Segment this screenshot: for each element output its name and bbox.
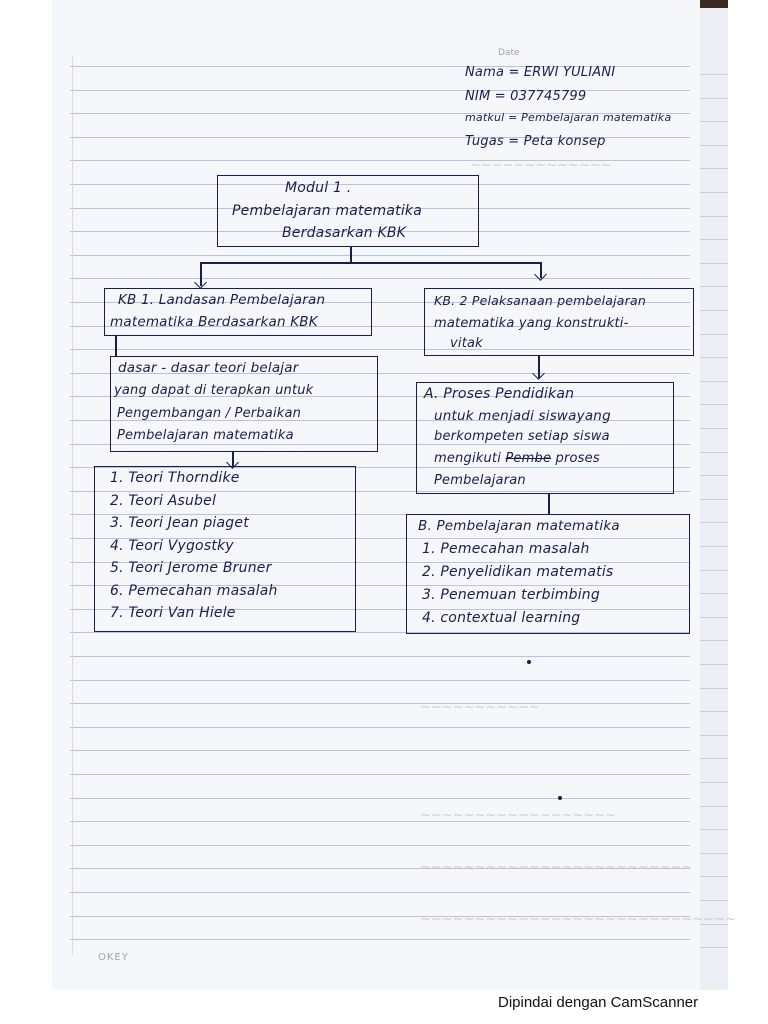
ruled-line — [700, 121, 728, 122]
ruled-line — [700, 357, 728, 358]
ruled-line — [700, 688, 728, 689]
ruled-line — [70, 750, 690, 751]
nama-line: Nama = ERWI YULIANI — [465, 65, 616, 80]
ruled-line — [700, 640, 728, 641]
proses-line-5: Pembelajaran — [434, 473, 526, 488]
ruled-line — [700, 499, 728, 500]
ruled-line — [700, 711, 728, 712]
kb2-subtitle-2: vitak — [450, 336, 483, 351]
teori-item: 7. Teori Van Hiele — [110, 605, 236, 621]
ruled-line — [700, 758, 728, 759]
pembelajaran-item: 1. Pemecahan masalah — [422, 541, 590, 557]
kb2-subtitle: matematika yang konstrukti- — [434, 316, 629, 331]
ruled-line — [700, 617, 728, 618]
ruled-line — [70, 727, 690, 728]
ruled-line — [700, 310, 728, 311]
date-label: Date — [498, 48, 520, 58]
camscanner-watermark: Dipindai dengan CamScanner — [498, 994, 699, 1011]
ruled-line — [700, 145, 728, 146]
proses-line-1: A. Proses Pendidikan — [424, 386, 575, 402]
crossed-out-word: Pembe — [505, 451, 552, 466]
teori-item: 5. Teori Jerome Bruner — [110, 560, 272, 576]
ruled-line — [700, 853, 728, 854]
ruled-line — [700, 381, 728, 382]
ruled-line — [700, 428, 728, 429]
ruled-line — [700, 900, 728, 901]
ruled-line — [700, 593, 728, 594]
ruled-line — [70, 90, 690, 91]
kb2-title: KB. 2 Pelaksanaan pembelajaran — [434, 293, 646, 308]
ruled-line — [700, 404, 728, 405]
ruled-line — [700, 829, 728, 830]
dasar-line-3: Pengembangan / Perbaikan — [117, 406, 302, 421]
proses-line-4 — [434, 451, 600, 466]
ruled-line — [70, 703, 690, 704]
ruled-line — [700, 168, 728, 169]
proses-word-mengikuti: mengikuti — [434, 451, 502, 466]
ruled-line — [70, 656, 690, 657]
margin-line — [72, 55, 73, 955]
teori-item: 1. Teori Thorndike — [110, 470, 240, 486]
next-page-edge — [700, 0, 728, 990]
modul-subtitle-2: Berdasarkan KBK — [282, 225, 407, 241]
ruled-line — [700, 735, 728, 736]
ruled-line — [700, 876, 728, 877]
proses-word-proses: proses — [555, 451, 600, 466]
teori-item: 4. Teori Vygostky — [110, 537, 234, 554]
ruled-line — [70, 845, 690, 846]
dasar-line-1: dasar - dasar teori belajar — [118, 360, 299, 376]
connector — [548, 494, 550, 514]
ink-dot — [527, 660, 531, 664]
teori-item: 3. Teori Jean piaget — [110, 515, 249, 531]
ruled-line — [700, 522, 728, 523]
ruled-line — [700, 570, 728, 571]
connector — [350, 247, 352, 263]
ruled-line — [700, 664, 728, 665]
ruled-line — [700, 334, 728, 335]
bleed-through-text: ~~~~~~~~~~~ — [420, 700, 540, 715]
tugas-line: Tugas = Peta konsep — [465, 134, 606, 149]
teori-item: 2. Teori Asubel — [110, 492, 217, 509]
connector — [200, 262, 540, 264]
ruled-line — [700, 475, 728, 476]
kb1-title: KB 1. Landasan Pembelajaran — [118, 292, 326, 308]
ink-dot — [558, 796, 562, 800]
ruled-line — [700, 782, 728, 783]
bleed-through-text: ~~~~~~~~~~~~~~~~~~~~~~~~~ — [420, 860, 693, 875]
ruled-line — [70, 939, 690, 940]
proses-line-2: untuk menjadi siswayang — [434, 408, 611, 424]
pembelajaran-item: 3. Penemuan terbimbing — [422, 587, 600, 603]
modul-title: Modul 1 . — [285, 180, 352, 196]
scan-border — [728, 0, 768, 990]
kb1-subtitle: matematika Berdasarkan KBK — [110, 314, 318, 330]
ruled-line — [700, 452, 728, 453]
proses-line-3: berkompeten setiap siswa — [434, 429, 610, 444]
ruled-line — [700, 947, 728, 948]
bleed-through-text: ~~~~~~~~~~~~~ — [470, 158, 612, 173]
ruled-line — [700, 239, 728, 240]
matkul-line: matkul = Pembelajaran matematika — [465, 111, 672, 124]
modul-subtitle: Pembelajaran matematika — [232, 203, 422, 219]
connector — [115, 336, 117, 356]
dasar-line-2: yang dapat di terapkan untuk — [114, 383, 314, 398]
dasar-line-4: Pembelajaran matematika — [117, 428, 294, 443]
ruled-line — [700, 98, 728, 99]
ruled-line — [70, 680, 690, 681]
ruled-line — [700, 806, 728, 807]
ruled-line — [70, 774, 690, 775]
bleed-through-text: ~~~~~~~~~~~~~~~~~~~~~~~~~~~~~ — [420, 912, 736, 927]
ruled-line — [700, 74, 728, 75]
ruled-line — [70, 255, 690, 256]
ruled-line — [70, 892, 690, 893]
ruled-line — [700, 216, 728, 217]
ruled-line — [700, 286, 728, 287]
teori-item: 6. Pemecahan masalah — [110, 582, 278, 599]
pembelajaran-title: B. Pembelajaran matematika — [418, 518, 620, 534]
ruled-line — [70, 278, 690, 279]
paper-brand: OKEY — [98, 952, 129, 963]
bleed-through-text: ~~~~~~~~~~~~~~~~~~ — [420, 808, 617, 823]
pembelajaran-item: 4. contextual learning — [422, 610, 581, 626]
ruled-line — [700, 192, 728, 193]
pembelajaran-item: 2. Penyelidikan matematis — [422, 564, 614, 580]
ruled-line — [70, 798, 690, 799]
nim-line: NIM = 037745799 — [465, 89, 587, 104]
ruled-line — [700, 263, 728, 264]
ruled-line — [700, 546, 728, 547]
